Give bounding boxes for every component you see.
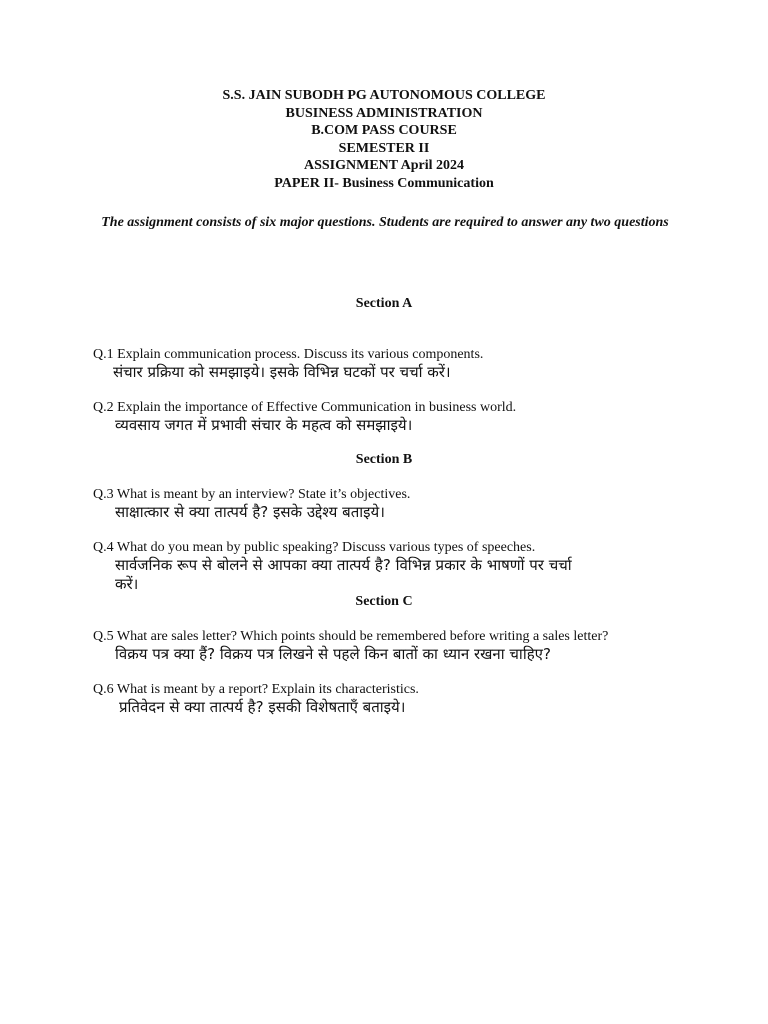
course-name: B.COM PASS COURSE [311,123,457,139]
assignment-instruction: The assignment consists of six major questions. Students are required to answer any two questions [101,215,669,230]
paper-title: PAPER II- Business Communication [274,175,494,191]
question-3 [93,486,693,522]
question-3-english: Q.3 What is meant by an interview? State it’s objectives. [93,487,411,502]
semester-label: SEMESTER II [338,140,430,156]
question-6-english: Q.6 What is meant by a report? Explain its characteristics. [93,682,419,697]
question-1-hindi: संचार प्रक्रिया को समझाइये। इसके विभिन्न घटकों पर चर्चा करें। [113,363,451,381]
question-2-english: Q.2 Explain the importance of Effective Communication in business world. [93,400,517,415]
assignment-label: ASSIGNMENT April 2024 [304,158,464,174]
question-1 [93,346,693,382]
question-1-english: Q.1 Explain communication process. Discuss its various components. [93,347,484,362]
question-5-hindi: विक्रय पत्र क्या हैं? विक्रय पत्र लिखने से पहले किन बातों का ध्यान रखना चाहिए? [115,645,551,663]
question-4-hindi: सार्वजनिक रूप से बोलने से आपका क्या तात्पर्य है? विभिन्न प्रकार के भाषणों पर चर्चा करें। [115,556,572,593]
section-b-heading: Section B [355,452,413,467]
document-header [0,87,768,193]
question-4 [93,539,693,594]
question-6-hindi: प्रतिवेदन से क्या तात्पर्य है? इसकी विशेषताएँ बताइये। [119,698,406,716]
question-2-hindi: व्यवसाय जगत में प्रभावी संचार के महत्व को समझाइये। [115,416,413,434]
question-5-english: Q.5 What are sales letter? Which points should be remembered before writing a sales letter? [93,629,609,644]
college-name: S.S. JAIN SUBODH PG AUTONOMOUS COLLEGE [222,88,546,103]
question-2 [93,399,693,435]
department-name: BUSINESS ADMINISTRATION [285,105,483,121]
question-6 [93,681,693,717]
section-c-heading: Section C [355,594,413,609]
question-3-hindi: साक्षात्कार से क्या तात्पर्य है? इसके उद्देश्य बताइये। [115,503,385,521]
question-4-english: Q.4 What do you mean by public speaking? Discuss various types of speeches. [93,540,536,555]
question-5 [93,628,693,664]
section-a-heading: Section A [355,296,413,311]
